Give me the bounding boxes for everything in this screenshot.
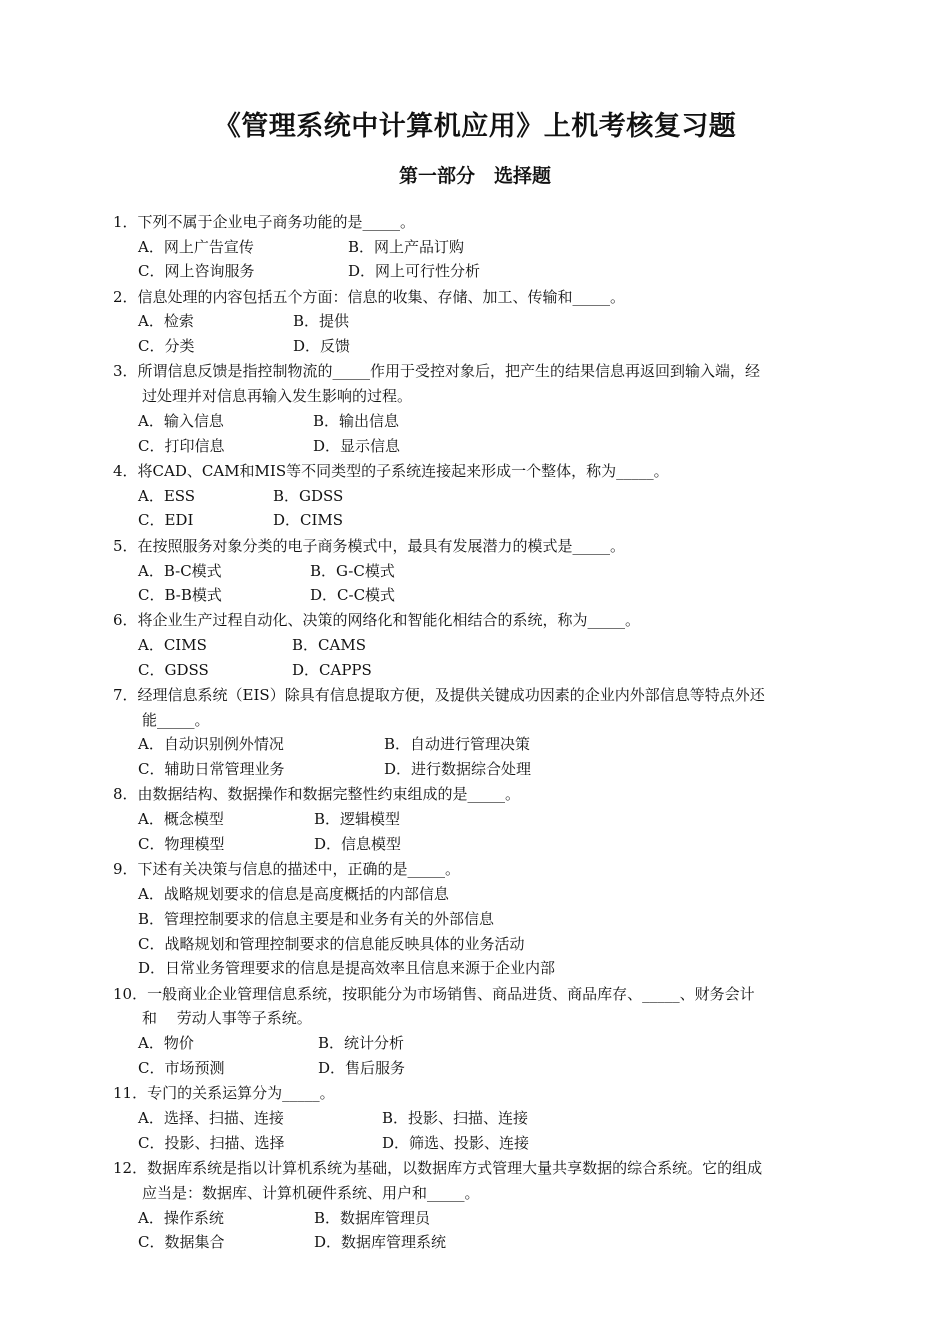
answer-option: A．ESS <box>138 487 196 505</box>
answer-option: C．投影、扫描、选择 <box>138 1134 285 1152</box>
answer-option: C．市场预测 <box>138 1059 225 1077</box>
answer-option: D．日常业务管理要求的信息是提高效率且信息来源于企业内部 <box>138 959 556 977</box>
answer-option: B．管理控制要求的信息主要是和业务有关的外部信息 <box>138 910 495 928</box>
answer-option: B．自动进行管理决策 <box>384 735 531 753</box>
question-text-continued: 和 劳动人事等子系统。 <box>142 1009 312 1027</box>
answer-option: A．自动识别例外情况 <box>138 735 284 753</box>
answer-option: C．打印信息 <box>138 437 225 455</box>
answer-option: D．CIMS <box>273 511 344 529</box>
answer-option: B．统计分析 <box>318 1034 405 1052</box>
question-text-continued: 能_____。 <box>142 711 210 729</box>
answer-option: D．显示信息 <box>313 437 401 455</box>
answer-option: C．物理模型 <box>138 835 225 853</box>
answer-option: D．筛选、投影、连接 <box>382 1134 530 1152</box>
question-text: 6．将企业生产过程自动化、决策的网络化和智能化相结合的系统，称为_____。 <box>113 611 641 629</box>
answer-option: A．物价 <box>138 1034 194 1052</box>
answer-option: B．逻辑模型 <box>314 810 401 828</box>
answer-option: C．分类 <box>138 337 195 355</box>
answer-option: C．网上咨询服务 <box>138 262 255 280</box>
answer-option: C．GDSS <box>138 661 209 679</box>
answer-option: D．进行数据综合处理 <box>384 760 532 778</box>
answer-option: C．战略规划和管理控制要求的信息能反映具体的业务活动 <box>138 935 525 953</box>
question-text: 7．经理信息系统（EIS）除具有信息提取方便，及提供关键成功因素的企业内外部信息等特点外还 <box>113 686 765 704</box>
answer-option: A．输入信息 <box>138 412 224 430</box>
answer-option: B．网上产品订购 <box>348 238 465 256</box>
question-text: 8．由数据结构、数据操作和数据完整性约束组成的是_____。 <box>113 785 521 803</box>
question-text: 11．专门的关系运算分为_____。 <box>113 1084 335 1102</box>
question-text: 12．数据库系统是指以计算机系统为基础，以数据库方式管理大量共享数据的综合系统。它的组成 <box>113 1159 763 1177</box>
answer-option: A．网上广告宣传 <box>138 238 254 256</box>
answer-option: C．EDI <box>138 511 194 529</box>
answer-option: B．G-C模式 <box>310 562 395 580</box>
answer-option: B．输出信息 <box>313 412 400 430</box>
answer-option: B．投影、扫描、连接 <box>382 1109 529 1127</box>
answer-option: D．售后服务 <box>318 1059 406 1077</box>
answer-option: D．CAPPS <box>292 661 372 679</box>
answer-option: C．辅助日常管理业务 <box>138 760 285 778</box>
answer-option: D．数据库管理系统 <box>314 1233 447 1251</box>
answer-option: A．CIMS <box>138 636 207 654</box>
answer-option: A．操作系统 <box>138 1209 224 1227</box>
answer-option: D．C-C模式 <box>310 586 396 604</box>
answer-option: D．反馈 <box>293 337 351 355</box>
answer-option: B．提供 <box>293 312 350 330</box>
question-text: 1．下列不属于企业电子商务功能的是_____。 <box>113 213 416 231</box>
question-text: 5．在按照服务对象分类的电子商务模式中，最具有发展潜力的模式是_____。 <box>113 537 626 555</box>
answer-option: C．数据集合 <box>138 1233 225 1251</box>
question-text: 10．一般商业企业管理信息系统，按职能分为市场销售、商品进货、商品库存、_____、财务会计 <box>113 985 755 1003</box>
question-text: 9．下述有关决策与信息的描述中，正确的是_____。 <box>113 860 461 878</box>
answer-option: C．B-B模式 <box>138 586 222 604</box>
answer-option: A．B-C模式 <box>138 562 222 580</box>
answer-option: B．CAMS <box>292 636 366 654</box>
section-heading: 第一部分 选择题 <box>398 165 551 187</box>
question-text-continued: 应当是：数据库、计算机硬件系统、用户和_____。 <box>142 1184 480 1202</box>
question-text: 4．将CAD、CAM和MIS等不同类型的子系统连接起来形成一个整体，称为_____。 <box>113 462 669 480</box>
answer-option: B．数据库管理员 <box>314 1209 431 1227</box>
answer-option: A．概念模型 <box>138 810 224 828</box>
answer-option: A．选择、扫描、连接 <box>138 1109 284 1127</box>
question-text: 2．信息处理的内容包括五个方面：信息的收集、存储、加工、传输和_____。 <box>113 288 626 306</box>
answer-option: D．网上可行性分析 <box>348 262 481 280</box>
answer-option: D．信息模型 <box>314 835 402 853</box>
answer-option: A．检索 <box>138 312 194 330</box>
answer-option: A．战略规划要求的信息是高度概括的内部信息 <box>138 885 449 903</box>
answer-option: B．GDSS <box>273 487 344 505</box>
document-title: 《管理系统中计算机应用》上机考核复习题 <box>213 111 737 142</box>
question-text: 3．所谓信息反馈是指控制物流的_____作用于受控对象后，把产生的结果信息再返回到输入端，经 <box>113 362 761 380</box>
question-text-continued: 过处理并对信息再输入发生影响的过程。 <box>142 387 413 405</box>
